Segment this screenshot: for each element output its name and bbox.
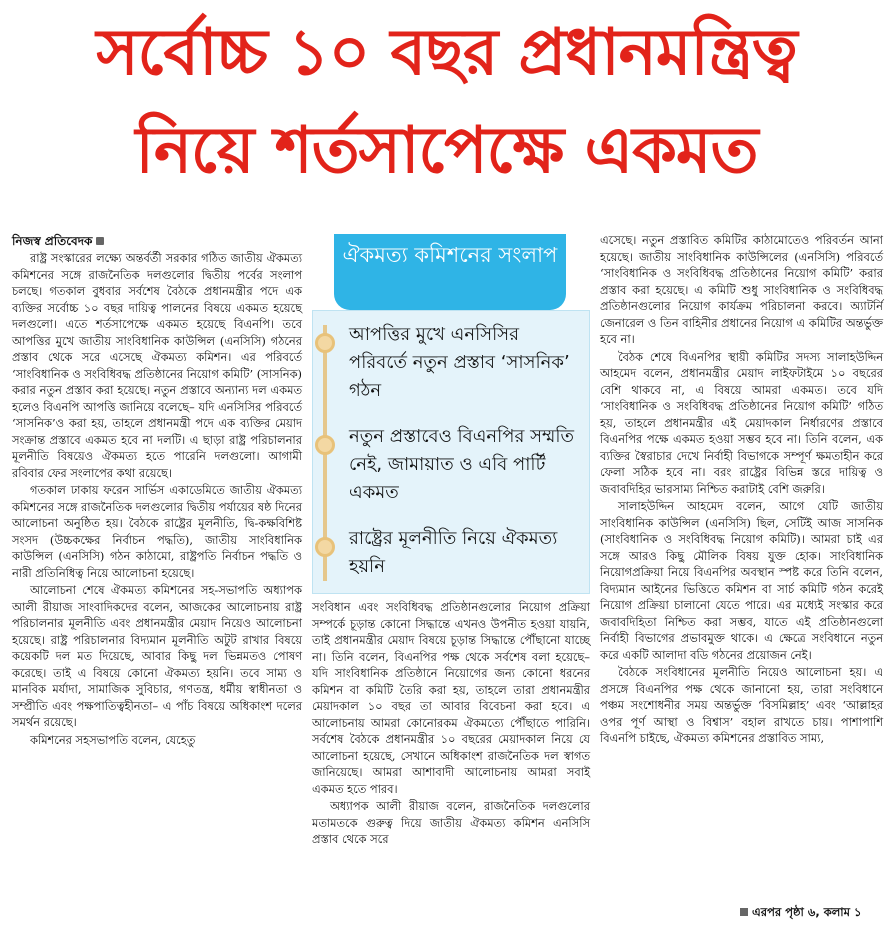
paragraph: অধ্যাপক আলী রীয়াজ বলেন, রাজনৈতিক দলগুলোর মতামতকে গুরুত্ব দিয়ে জাতীয় ঐকমত্য কমিশন এনসিসি প্রস্তাব থেকে সরে — [312, 799, 590, 846]
paragraph: গতকাল ঢাকায় ফরেন সার্ভিস একাডেমিতে জাতীয় ঐকমত্য কমিশনের সঙ্গে রাজনৈতিক দলগুলোর দ্বিতীয় পর্যায়ের ষষ্ঠ দিনের আলোচনা অনুষ্ঠিত হয়। বৈঠকে রাষ্ট্রের মূলনীতি, দ্বি-কক্ষবিশিষ্ট সংসদ (উচ্চকক্ষের নির্বাচন পদ্ধতি), জাতীয় সাংবিধানিক কাউন্সিল (এনসিসি) গঠন কাঠামো, রাষ্ট্রপতি নির্বাচন পদ্ধতি ও নারী প্রতিনিধিত্ব নিয়ে আলোচনা হয়েছে। — [12, 483, 302, 580]
timeline-dot-icon — [315, 537, 335, 557]
paragraph: এসেছে। নতুন প্রস্তাবিত কমিটির কাঠামোতেও পরিবর্তন আনা হয়েছে। জাতীয় সাংবিধানিক কাউন্সিলের (এনসিসি) পরিবর্তে ‘সাংবিধানিক ও সংবিধিবদ্ধ প্রতিষ্ঠানের নিয়োগ কমিটি’ করার প্রস্তাব করা হয়েছে। এ কমিটি শুধু সাংবিধানিক ও সংবিধিবদ্ধ প্রতিষ্ঠানগুলোর নিয়োগ কার্যক্রম পরিচালনা করবে। অ্যাটর্নি জেনারেল ও তিন বাহিনীর প্রধানের নিয়োগ এ কমিটির অন্তর্ভুক্ত হবে না। — [600, 233, 883, 346]
highlight-title: ঐকমত্য কমিশনের সংলাপ — [334, 234, 566, 310]
highlight-box — [312, 232, 590, 594]
headline-line-2: নিয়ে শর্তসাপেক্ষে একমত — [135, 114, 758, 188]
paragraph: কমিশনের সহসভাপতি বলেন, যেহেতু — [30, 732, 196, 747]
highlight-item-1: আপত্তির মুখে এনসিসির পরিবর্তে নতুন প্রস্তাব ‘সাসনিক’ গঠন — [349, 324, 570, 401]
article-column-1 — [12, 232, 302, 748]
byline — [12, 232, 302, 250]
paragraph: বৈঠকে সংবিধানের মূলনীতি নিয়েও আলোচনা হয়। এ প্রসঙ্গে বিএনপির পক্ষ থেকে জানানো হয়, তারা সংবিধানে পঞ্চম সংশোধনীর সময় অন্তর্ভুক্ত ‘বিসমিল্লাহ’ এবং ‘আল্লাহর ওপর পূর্ণ আস্থা ও বিশ্বাস’ বহাল রাখতে চায়। পাশাপাশি বিএনপি চাইছে, ঐকমত্য কমিশনের প্রস্তাবিত সাম্য, — [600, 665, 883, 745]
timeline-dot-icon — [315, 435, 335, 455]
headline — [0, 4, 893, 200]
highlight-body — [312, 310, 590, 594]
highlight-item-2: নতুন প্রস্তাবেও বিএনপির সম্মতি নেই, জামায়াত ও এবি পার্টি একমত — [349, 426, 575, 503]
continuation-note — [740, 904, 862, 923]
paragraph: সালাহউদ্দিন আহমেদ বলেন, আগে যেটি জাতীয় সাংবিধানিক কাউন্সিল (এনসিসি) ছিল, সেটিই আজ সাসনিক (সাংবিধানিক ও সংবিধিবদ্ধ নিয়োগ কমিটি)। আমরা চাই এর সঙ্গে আরও কিছু মৌলিক বিষয় যুক্ত হোক। সাংবিধানিক নিয়োগপ্রক্রিয়া নিয়ে বিএনপির অবস্থান স্পষ্ট করে তিনি বলেন, বিদ্যমান আইনের ভিত্তিতে কমিশন বা সার্চ কমিটি গঠন করেই নিয়োগ প্রক্রিয়া চালানো যেতে পারে। এর মধ্যেই সংস্কার করে জবাবদিহিতা নিশ্চিত করা সম্ভব, যাতে এই প্রতিষ্ঠানগুলো নির্বাহী বিভাগের প্রভাবমুক্ত থাকে। এ ক্ষেত্রে সংবিধানে নতুন করে একটি আলাদা বডি গঠনের প্রয়োজন নেই। — [600, 499, 883, 662]
continuation-text: এরপর পৃষ্ঠা ৬, কলাম ১ — [752, 905, 862, 919]
paragraph: সংবিধান এবং সংবিধিবদ্ধ প্রতিষ্ঠানগুলোর নিয়োগ প্রক্রিয়া সম্পর্কে চূড়ান্ত কোনো সিদ্ধান্তে এখনও উপনীত হওয়া যায়নি, তাই প্রধানমন্ত্রীর মেয়াদ বিষয়ে চূড়ান্ত সিদ্ধান্তে পৌঁছানো যাচ্ছে না। তিনি বলেন, বিএনপির পক্ষ থেকে সর্বশেষ বলা হয়েছে– যদি সাংবিধানিক প্রতিষ্ঠানে নিয়োগের জন্য কোনো ধরনের কমিশন বা কমিটি তৈরি করা হয়, তাহলে তারা প্রধানমন্ত্রীর মেয়াদকাল ১০ বছর তা আবার বিবেচনা করা হবে। এ আলোচনায় আমরা কোনোরকম ঐকমত্যে পৌঁছাতে পারিনি। সর্বশেষ বৈঠকে প্রধানমন্ত্রীর ১০ বছরের মেয়াদকাল নিয়ে যে আলোচনা হয়েছে, সেখানে অধিকাংশ রাজনৈতিক দল স্বাগত জানিয়েছে। আমরা আশাবাদী আলোচনায় আমরা সবাই একমত হতে পারব। — [312, 600, 590, 796]
paragraph: বৈঠক শেষে বিএনপির স্থায়ী কমিটির সদস্য সালাহউদ্দিন আহমেদ বলেন, প্রধানমন্ত্রীর মেয়াদ লাইফটাইমে ১০ বছরের বেশি থাকবে না, এ বিষয়ে আমরা একমত। তবে যদি ‘সাংবিধানিক ও সংবিধিবদ্ধ প্রতিষ্ঠানের নিয়োগ কমিটি’ গঠিত হয়, তাহলে প্রধানমন্ত্রীর এই মেয়াদকাল নির্ধারণের প্রস্তাবে বিএনপির পক্ষে একমত হওয়া সম্ভব হবে না। তিনি বলেন, এক ব্যক্তির স্বৈরাচার দেখে নির্বাহী বিভাগকে সম্পূর্ণ ক্ষমতাহীন করে ফেলা সঠিক হবে না। বরং রাষ্ট্রের বিভিন্ন স্তরে দায়িত্ব ও জবাবদিহির ভারসাম্য নিশ্চিত করাটাই বেশি জরুরি। — [600, 349, 883, 496]
byline-square-icon — [96, 237, 104, 245]
article-column-2 — [312, 599, 590, 848]
paragraph: আলোচনা শেষে ঐকমত্য কমিশনের সহ-সভাপতি অধ্যাপক আলী রীয়াজ সাংবাদিকদের বলেন, আজকের আলোচনায় রাষ্ট্র পরিচালনার মূলনীতি এবং প্রধানমন্ত্রীর মেয়াদ নিয়েও আলোচনা হয়েছে। রাষ্ট্র পরিচালনার বিদ্যমান মূলনীতি অটুট রাখার বিষয়ে কয়েকটি দল মত দিয়েছে, আবার কিছু দল ভিন্নমতও পোষণ করেছে। তাই এ বিষয়ে কোনো ঐকমত্য হয়নি। তবে সাম্য ও মানবিক মর্যাদা, সামাজিক সুবিচার, গণতন্ত্র, ধর্মীয় স্বাধীনতা ও সম্প্রীতি এবং পক্ষপাতিত্বহীনতা– এ পাঁচ বিষয়ে অধিকাংশ দলের সমর্থন রয়েছে। — [12, 583, 302, 729]
timeline-dot-icon — [315, 333, 335, 353]
article-column-3 — [600, 232, 883, 747]
byline-text: নিজস্ব প্রতিবেদক — [12, 234, 93, 248]
square-icon — [740, 908, 748, 916]
highlight-item-3: রাষ্ট্রের মূলনীতি নিয়ে ঐকমত্য হয়নি — [349, 528, 558, 577]
headline-line-1: সর্বোচ্চ ১০ বছর প্রধানমন্ত্রিত্ব — [96, 16, 797, 90]
paragraph: রাষ্ট্র সংস্কারের লক্ষ্যে অন্তর্বর্তী সরকার গঠিত জাতীয় ঐকমত্য কমিশনের সঙ্গে রাজনৈতিক দলগুলোর দ্বিতীয় পর্বের সংলাপ চলছে। গতকাল বুধবার সর্বশেষ বৈঠকে প্রধানমন্ত্রীর পদে এক ব্যক্তির সর্বোচ্চ ১০ বছর দায়িত্ব পালনের বিষয়ে একমত হয়েছে দলগুলো। এতে শর্তসাপেক্ষে একমত হয়েছে বিএনপি। তবে আপত্তির মুখে জাতীয় সাংবিধানিক কাউন্সিল (এনসিসি) গঠনের প্রস্তাব থেকে সরে এসেছে ঐকমত্য কমিশন। এর পরিবর্তে ‘সাংবিধানিক ও সংবিধিবদ্ধ প্রতিষ্ঠানের নিয়োগ কমিটি’ (সাসনিক) করার নতুন প্রস্তাব করা হয়েছে। নতুন প্রস্তাবে অন্যান্য দল একমত হলেও বিএনপি আপত্তি জানিয়ে বলেছে– যদি এনসিসির পরিবর্তে ‘সাসনিক’ও করা হয়, তাহলে প্রধানমন্ত্রী পদে এক ব্যক্তির মেয়াদ সংক্রান্ত প্রস্তাবে একমত হবে না দলটি। এ ছাড়া রাষ্ট্র পরিচালনার মূলনীতি বিষয়েও ঐকমত্য হতে পারেনি দলগুলো। আগামী রবিবার ফের সংলাপের কথা রয়েছে। — [12, 251, 302, 480]
